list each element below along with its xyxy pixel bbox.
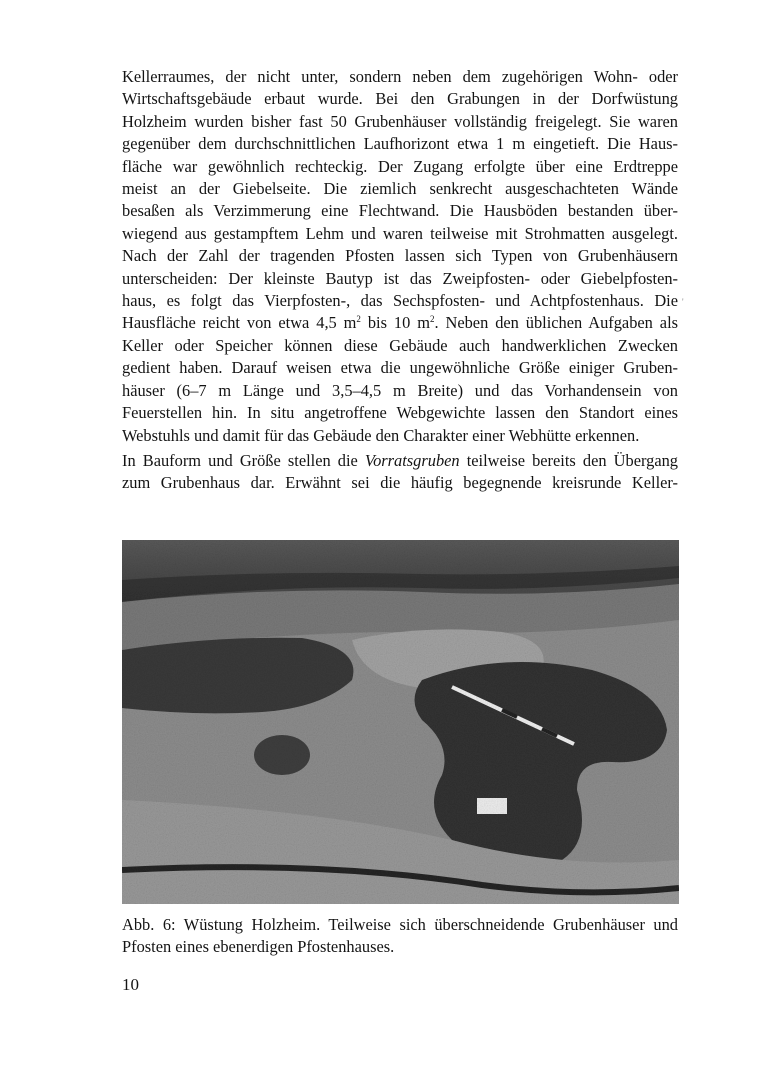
text-line: Kellerraumes, der nicht unter, sondern neben dem zugehörigen Wohn- oder xyxy=(122,67,678,86)
text-line-with-superscripts xyxy=(122,312,678,334)
text-line: besaßen als Verzimmerung eine Flechtwand. Die Hausböden bestanden über- xyxy=(122,201,678,221)
text-line: Keller oder Speicher können diese Gebäude auch handwerklichen Zwecken xyxy=(122,335,678,355)
page-number: 10 xyxy=(122,975,139,994)
text-line: unterscheiden: Der kleinste Bautyp ist das Zweipfosten- oder Giebelpfosten- xyxy=(122,268,678,288)
excavation-photo xyxy=(122,540,679,904)
italic-term: Vorratsgruben xyxy=(364,451,460,470)
text-line: zum Grubenhaus dar. Erwähnt sei die häufig begegnende kreisrunde Keller- xyxy=(122,473,678,493)
text-line-with-italic xyxy=(122,450,678,472)
figure-caption xyxy=(122,914,678,959)
text-line: gedient haben. Darauf weisen etwa die ungewöhnliche Größe einiger Gruben- xyxy=(122,358,678,378)
text-fragment: . Neben den üblichen Aufgaben als xyxy=(434,313,678,333)
text-fragment: Hausfläche reicht von etwa 4,5 m xyxy=(122,313,357,333)
text-line: Feuerstellen hin. In situ angetroffene Webgewichte lassen den Standort eines xyxy=(122,403,678,423)
text-fragment: bis 10 m xyxy=(360,313,430,333)
paragraph-1 xyxy=(122,66,678,447)
text-fragment: teilweise bereits den Übergang xyxy=(459,451,678,470)
text-line: häuser (6–7 m Länge und 3,5–4,5 m Breite) und das Vorhandensein von xyxy=(122,380,678,400)
margin-mark: ' xyxy=(682,297,684,307)
text-line: meist an der Giebelseite. Die ziemlich senkrecht ausgeschachteten Wände xyxy=(122,179,678,199)
text-fragment: In Bauform und Größe stellen die xyxy=(122,451,365,470)
photo-illustration xyxy=(122,540,679,904)
text-line: wiegend aus gestampftem Lehm und waren teilweise mit Strohmatten ausgelegt. xyxy=(122,223,678,243)
caption-line: Pfosten eines ebenerdigen Pfostenhauses. xyxy=(122,937,395,957)
superscript: 2 xyxy=(429,314,435,325)
superscript: 2 xyxy=(356,314,361,325)
text-line: Holzheim wurden bisher fast 50 Grubenhäuser vollständig freigelegt. Sie waren xyxy=(122,111,678,131)
text-line: Webstuhls und damit für das Gebäude den Charakter einer Webhütte erkennen. xyxy=(122,425,640,445)
text-line: Wirtschaftsgebäude erbaut wurde. Bei den Grabungen in der Dorfwüstung xyxy=(122,89,678,109)
caption-line: Abb. 6: Wüstung Holzheim. Teilweise sich überschneidende Grubenhäuser und xyxy=(122,915,678,934)
text-line: haus, es folgt das Vierpfosten-, das Sechspfosten- und Achtpfostenhaus. Die xyxy=(122,291,678,311)
text-line: Nach der Zahl der tragenden Pfosten lassen sich Typen von Grubenhäusern xyxy=(122,246,678,266)
text-line: fläche war gewöhnlich rechteckig. Der Zugang erfolgte über eine Erdtreppe xyxy=(122,156,678,176)
paragraph-2 xyxy=(122,450,678,495)
text-line: gegenüber dem durchschnittlichen Laufhorizont etwa 1 m eingetieft. Die Haus- xyxy=(122,134,678,154)
